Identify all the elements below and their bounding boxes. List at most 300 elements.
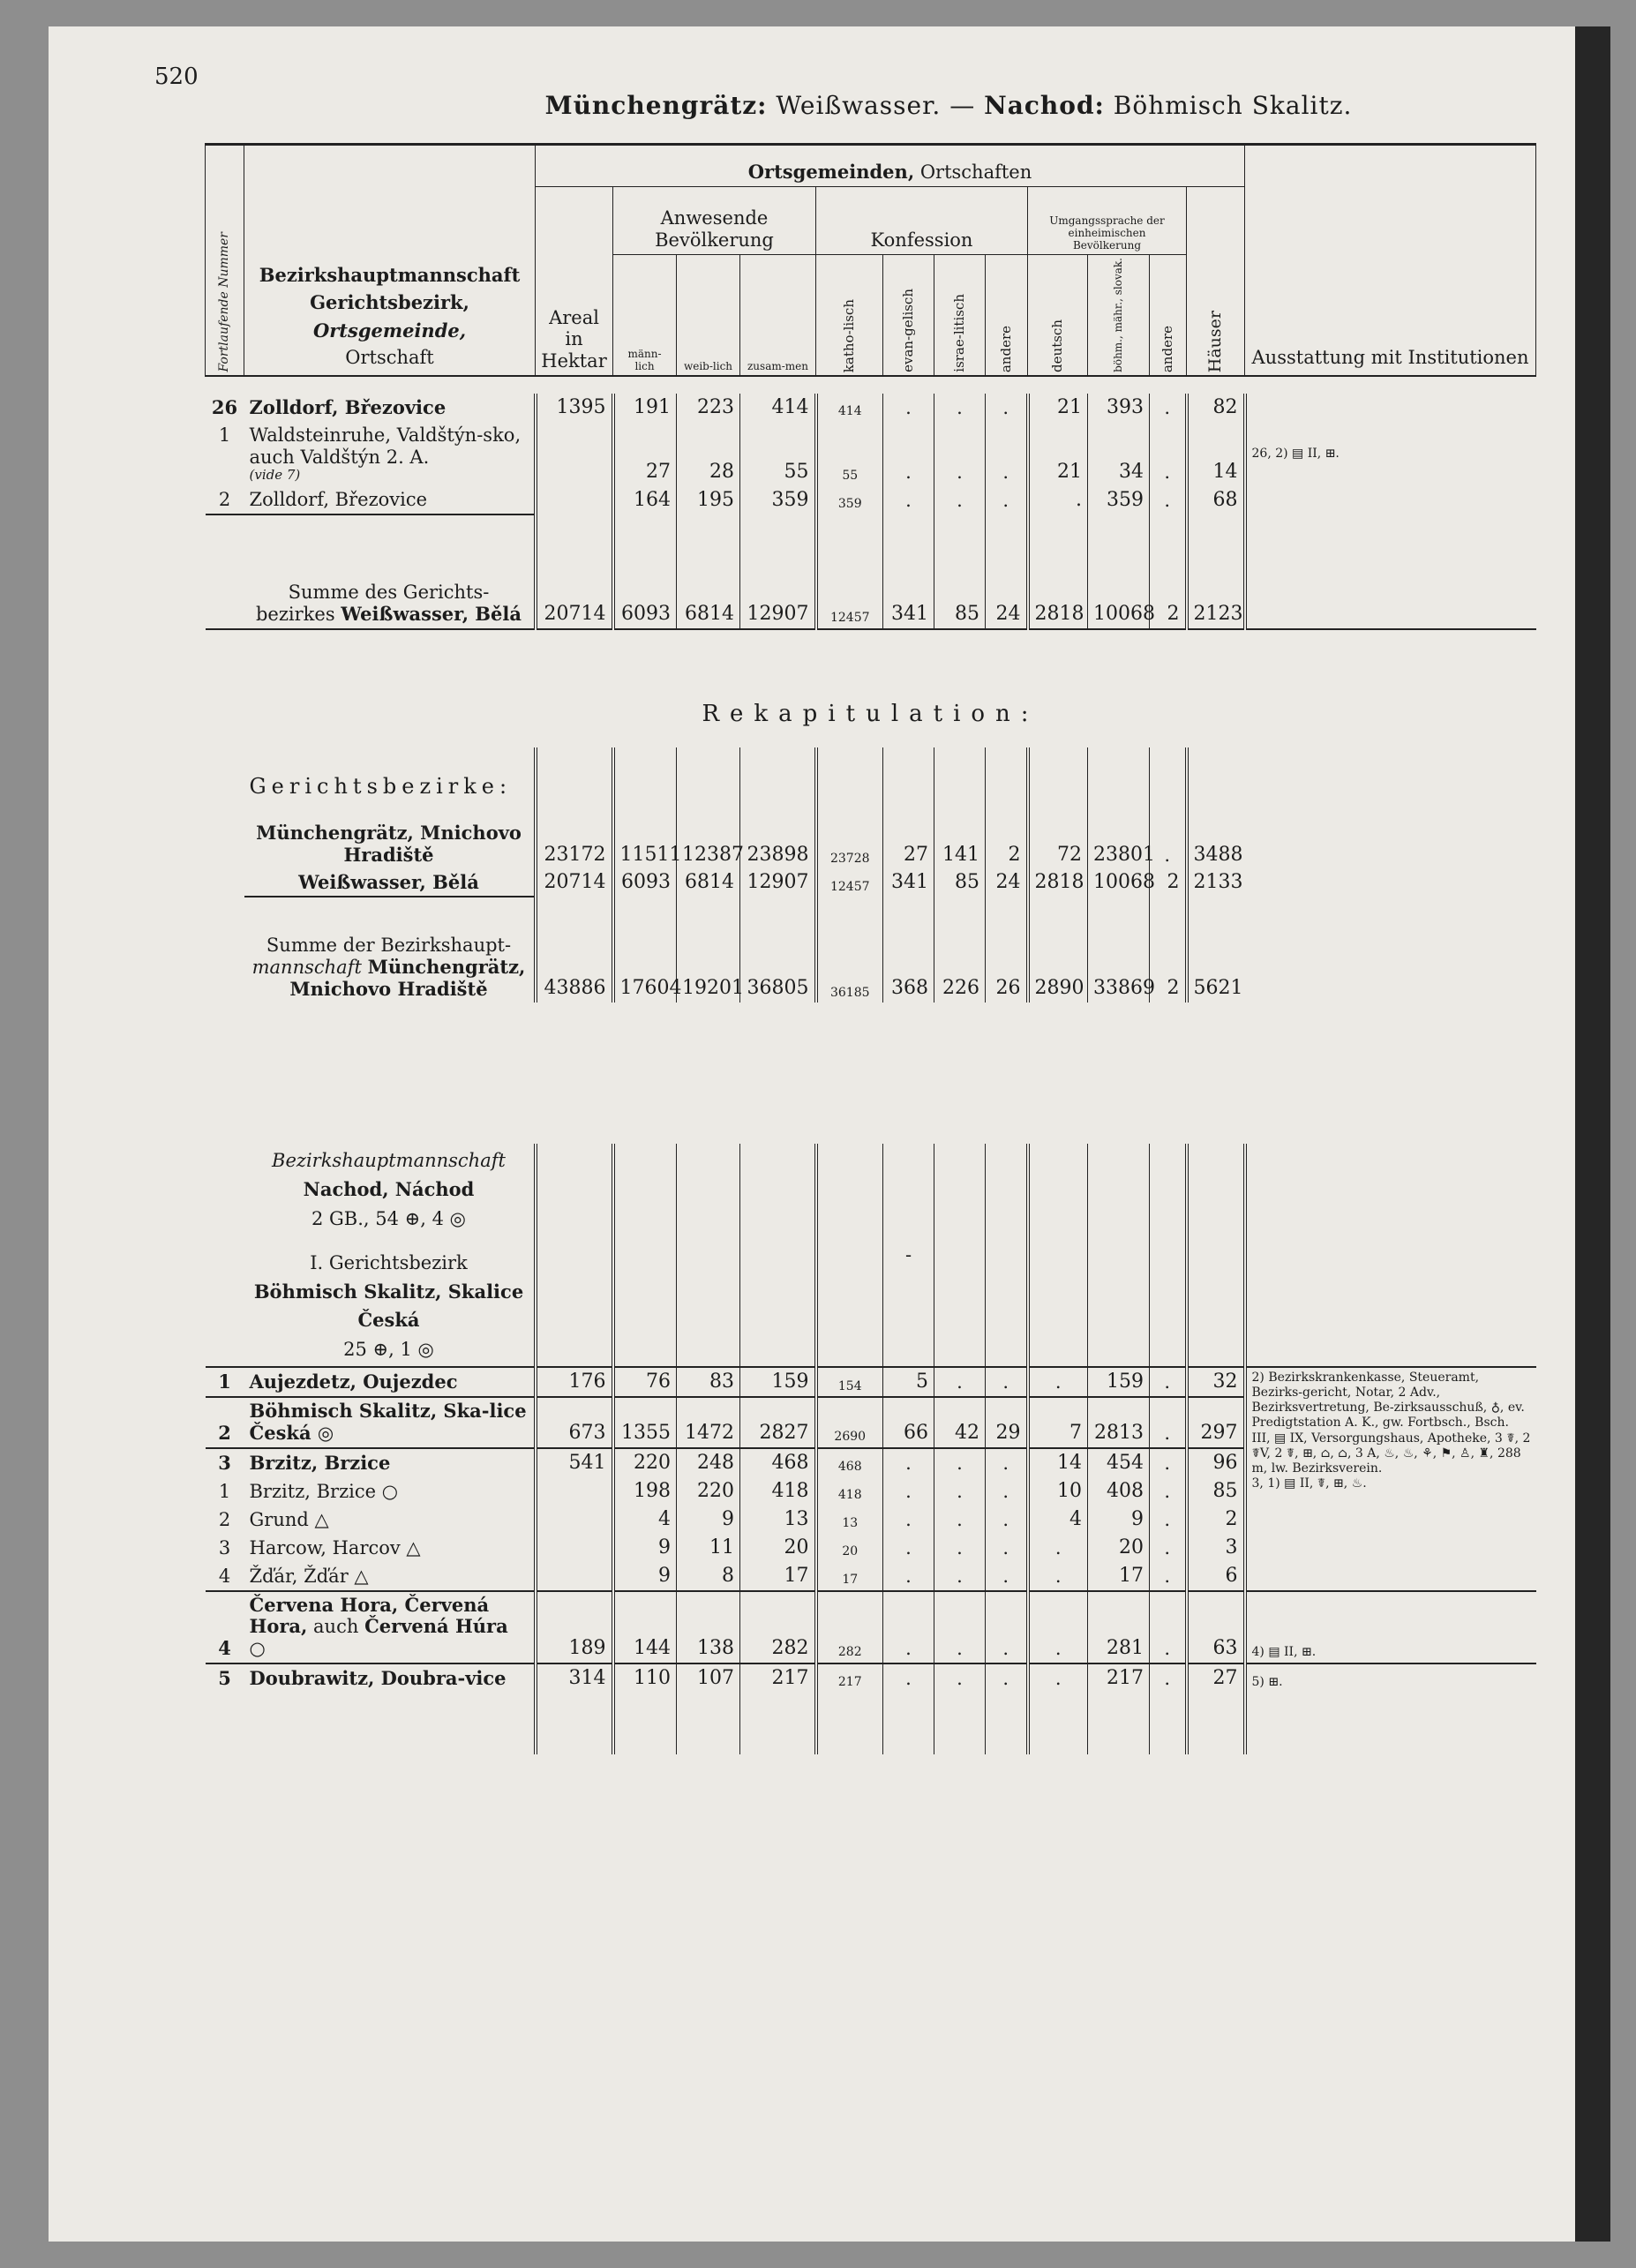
header-maennlich: männ-lich (613, 255, 677, 376)
deutsch-cell (1028, 747, 1088, 820)
recap-sub-row (206, 747, 1536, 820)
andere2-value: . (1150, 422, 1187, 486)
zusammen-value: 468 (740, 1448, 816, 1477)
nachod-l2: Nachod, Náchod (303, 1177, 475, 1200)
areal-value (536, 1534, 613, 1562)
header-andere (986, 255, 1028, 376)
zusammen-value: 282 (740, 1591, 816, 1663)
nachod-g3: 25 ⊕, 1 ◎ (343, 1338, 434, 1360)
evangelisch-value: . (883, 422, 934, 486)
zusammen-value: 20 (740, 1534, 816, 1562)
place-name: Zolldorf, Březovice (249, 396, 447, 419)
zusammen-value: 12907 (740, 514, 816, 629)
table-row (206, 1591, 1536, 1663)
summe-bh-bold: Münchengrätz, Mnichovo Hradiště (289, 955, 526, 1000)
row-number-empty (206, 514, 244, 629)
running-head-part1-bold: Münchengrätz: (544, 91, 768, 120)
ausstattung-cell (1245, 868, 1536, 897)
haeuser-value: 14 (1187, 422, 1245, 486)
areal-cell (536, 1144, 613, 1367)
row-number-empty (206, 897, 244, 1003)
header-boehmisch-text: böhm., mähr., slovak. (1112, 258, 1125, 372)
place-name-bold: Červena Hora, Červená Hora, (249, 1593, 490, 1638)
running-head-part1: Weißwasser. — (776, 91, 976, 120)
haeuser-value: 2 (1187, 1506, 1245, 1534)
place-name-rest: auch (313, 1616, 359, 1638)
evangelisch-value: . (883, 1448, 934, 1477)
row-number: 2 (206, 1397, 244, 1448)
header-deutsch-text: deutsch (1048, 319, 1065, 372)
evangelisch-cell (883, 747, 934, 820)
andere2-value: . (1150, 1562, 1187, 1591)
header-katholisch-text: katho-lisch (840, 298, 857, 372)
areal-value: 314 (536, 1663, 613, 1693)
weiblich-value: 28 (677, 422, 740, 486)
areal-value: 20714 (536, 514, 613, 629)
israelitisch-value: . (934, 486, 986, 514)
place-name: Žďár, Žďár △ (249, 1565, 369, 1587)
zusammen-value: 418 (740, 1477, 816, 1506)
deutsch-value: . (1028, 1591, 1088, 1663)
header-andere2 (1150, 255, 1187, 376)
nachod-header (244, 1144, 536, 1367)
tail-cell (883, 1693, 934, 1754)
deutsch-value: . (1028, 1367, 1088, 1397)
andere-value: 26 (986, 897, 1028, 1003)
weiblich-value: 107 (677, 1663, 740, 1693)
ausstattung-cell (1245, 897, 1536, 1003)
areal-value: 176 (536, 1367, 613, 1397)
tail-cell (244, 1693, 536, 1754)
page-edge-shadow (1575, 26, 1610, 2242)
nachod-g1: I. Gerichtsbezirk (310, 1252, 468, 1274)
andere-value: . (986, 1448, 1028, 1477)
maennlich-value: 191 (613, 394, 677, 422)
recap-row (206, 868, 1536, 897)
maennlich-cell (613, 1144, 677, 1367)
header-bezirk-l1: Bezirkshauptmannschaft (259, 263, 521, 286)
israelitisch-value: 141 (934, 820, 986, 869)
israelitisch-cell (934, 1144, 986, 1367)
header-ortsgemeinden (536, 145, 1245, 187)
boehmisch-value: 454 (1088, 1448, 1150, 1477)
katholisch-value: 2690 (816, 1397, 883, 1448)
evangelisch-value: . (883, 486, 934, 514)
andere2-value: 2 (1150, 868, 1187, 897)
maennlich-value: 76 (613, 1367, 677, 1397)
place-name-bold2: Červená Húra (364, 1615, 508, 1638)
boehmisch-value: 23801 (1088, 820, 1150, 869)
maennlich-value: 198 (613, 1477, 677, 1506)
weiblich-value: 83 (677, 1367, 740, 1397)
weiblich-value: 11 (677, 1534, 740, 1562)
maennlich-value: 17604 (613, 897, 677, 1003)
header-fortlaufende-text: Fortlaufende Nummer (217, 232, 232, 372)
summe-bh-l1: Summe der Bezirkshaupt- (266, 935, 512, 957)
running-head-part2: Böhmisch Skalitz. (1113, 91, 1353, 120)
summe-bh-row (206, 897, 1536, 1003)
areal-value (536, 1562, 613, 1591)
evangelisch-value: 66 (883, 1397, 934, 1448)
deutsch-value: . (1028, 486, 1088, 514)
note-3: 3, 1) ▤ II, ☤, ⊞, ♨. (1251, 1476, 1367, 1491)
table-row (206, 1367, 1536, 1397)
katholisch-value: 414 (816, 394, 883, 422)
table-tail-row (206, 1693, 1536, 1754)
weiblich-value: 138 (677, 1591, 740, 1663)
nachod-g2: Böhmisch Skalitz, Skalice Česká (253, 1280, 524, 1332)
row-number-empty (206, 1144, 244, 1367)
header-bezirk-l3: Ortsgemeinde, (312, 319, 467, 342)
row-number: 4 (206, 1591, 244, 1663)
israelitisch-value: 85 (934, 514, 986, 629)
header-bezirk-l4: Ortschaft (345, 347, 434, 369)
areal-value (536, 1477, 613, 1506)
israelitisch-cell (934, 747, 986, 820)
place-name: Doubrawitz, Doubra-vice (244, 1663, 536, 1693)
deutsch-value: 4 (1028, 1506, 1088, 1534)
evangelisch-value: 341 (883, 868, 934, 897)
haeuser-value: 32 (1187, 1367, 1245, 1397)
recap-name: Münchengrätz, Mnichovo Hradiště (256, 821, 522, 866)
recap-row (206, 820, 1536, 869)
header-boehmisch (1088, 255, 1150, 376)
andere-value: 29 (986, 1397, 1028, 1448)
andere-value: . (986, 422, 1028, 486)
tail-cell (206, 1693, 244, 1754)
katholisch-value: 20 (816, 1534, 883, 1562)
boehmisch-value: 159 (1088, 1367, 1150, 1397)
israelitisch-value: . (934, 1367, 986, 1397)
row-number: 3 (206, 1448, 244, 1477)
recap-name: Weißwasser, Bělá (244, 868, 536, 897)
summe-bh-label (244, 897, 536, 1003)
deutsch-value: 72 (1028, 820, 1088, 869)
boehmisch-value: 393 (1088, 394, 1150, 422)
israelitisch-value: . (934, 422, 986, 486)
deutsch-value: 7 (1028, 1397, 1088, 1448)
andere-value: 24 (986, 868, 1028, 897)
header-haeuser (1187, 187, 1245, 376)
place-name (244, 422, 536, 486)
zusammen-value: 23898 (740, 820, 816, 869)
place-name: Zolldorf, Březovice (244, 486, 536, 514)
summe-weisswasser-bold: Weißwasser, Bělá (341, 603, 522, 626)
table-row (206, 394, 1536, 422)
place-name-rest2: ○ (249, 1638, 266, 1660)
place-name: Brzitz, Brzice (244, 1448, 536, 1477)
andere-value: . (986, 1367, 1028, 1397)
andere2-value: . (1150, 1591, 1187, 1663)
andere-value: . (986, 1663, 1028, 1693)
weiblich-value: 6814 (677, 868, 740, 897)
evangelisch-value: . (883, 394, 934, 422)
maennlich-value: 11511 (613, 820, 677, 869)
ausstattung-note: 26, 2) ▤ II, ⊞. (1245, 422, 1536, 486)
katholisch-cell (816, 747, 883, 820)
row-number: 5 (206, 1663, 244, 1693)
maennlich-value: 110 (613, 1663, 677, 1693)
header-fortlaufende (206, 145, 244, 376)
weiblich-value: 12387 (677, 820, 740, 869)
tail-cell (677, 1693, 740, 1754)
ausstattung-cell (1245, 486, 1536, 514)
table-row (206, 486, 1536, 514)
evangelisch-value: 368 (883, 897, 934, 1003)
deutsch-value: 2818 (1028, 514, 1088, 629)
boehmisch-value: 17 (1088, 1562, 1150, 1591)
areal-value: 673 (536, 1397, 613, 1448)
header-haeuser-text: Häuser (1205, 310, 1226, 372)
row-number: 1 (206, 1367, 244, 1397)
andere2-value: . (1150, 1448, 1187, 1477)
maennlich-value: 6093 (613, 868, 677, 897)
areal-value (536, 422, 613, 486)
andere2-value: . (1150, 1477, 1187, 1506)
weiblich-value: 19201 (677, 897, 740, 1003)
zusammen-value: 414 (740, 394, 816, 422)
haeuser-value: 6 (1187, 1562, 1245, 1591)
boehmisch-value: 408 (1088, 1477, 1150, 1506)
zusammen-value: 12907 (740, 868, 816, 897)
andere-value: . (986, 1591, 1028, 1663)
recap-title-row (206, 629, 1536, 747)
boehmisch-value: 10068 (1088, 514, 1150, 629)
areal-value: 541 (536, 1448, 613, 1477)
andere2-value: 2 (1150, 514, 1187, 629)
tail-cell (1028, 1693, 1088, 1754)
evangelisch-value: . (883, 1477, 934, 1506)
andere2-value: . (1150, 1367, 1187, 1397)
note-2: 2) Bezirkskrankenkasse, Steueramt, Bezirks-gericht, Notar, 2 Adv., Bezirksvertretung, Be-zirksausschuß, ♁, ev. Predigtstation A. K., gw. Fortbsch., Bsch. III, ▤ IX, Versorgungshaus, Apotheke, 3 ☤, 2 ☤V, 2 ☤, ⊞, ⌂, ⌂, 3 A, ♨, ♨, ⚘, ⚑, ♙, ♜, 288 m, lw. Bezirksverein. (1251, 1371, 1531, 1476)
katholisch-value: 12457 (816, 514, 883, 629)
summe-bh-l2: mannschaft (251, 956, 362, 978)
andere-value: 2 (986, 820, 1028, 869)
maennlich-value: 9 (613, 1534, 677, 1562)
table-row (206, 422, 1536, 486)
weiblich-value: 8 (677, 1562, 740, 1591)
place-name: Grund △ (249, 1508, 329, 1530)
header-evangelisch-text: evan-gelisch (899, 288, 916, 372)
deutsch-value: 2890 (1028, 897, 1088, 1003)
deutsch-value: . (1028, 1534, 1088, 1562)
tail-cell (613, 1693, 677, 1754)
row-number-empty (206, 747, 244, 820)
row-number: 4 (218, 1565, 231, 1587)
evangelisch-value: . (883, 1534, 934, 1562)
nachod-header-row (206, 1144, 1536, 1367)
katholisch-value: 12457 (816, 868, 883, 897)
tail-cell (1245, 1693, 1536, 1754)
evangelisch-value: 5 (883, 1367, 934, 1397)
andere2-value: . (1150, 486, 1187, 514)
israelitisch-value: . (934, 1663, 986, 1693)
andere-value: . (986, 394, 1028, 422)
weiblich-value: 248 (677, 1448, 740, 1477)
haeuser-value: 2133 (1187, 868, 1245, 897)
evangelisch-value: . (883, 1591, 934, 1663)
header-katholisch (816, 255, 883, 376)
katholisch-value: 359 (816, 486, 883, 514)
running-head-part2-bold: Nachod: (984, 91, 1105, 120)
boehmisch-value: 10068 (1088, 868, 1150, 897)
zusammen-value: 17 (740, 1562, 816, 1591)
areal-value (536, 1506, 613, 1534)
maennlich-value: 164 (613, 486, 677, 514)
row-number: 1 (218, 1480, 231, 1502)
andere2-value: . (1150, 1534, 1187, 1562)
andere-value: 24 (986, 514, 1028, 629)
place-name-note: (vide 7) (249, 467, 301, 484)
evangelisch-value: 27 (883, 820, 934, 869)
row-number: 3 (218, 1536, 231, 1558)
andere-value: . (986, 1477, 1028, 1506)
summe-weisswasser-row (206, 514, 1536, 629)
row-number-empty (206, 868, 244, 897)
katholisch-value: 55 (816, 422, 883, 486)
header-konfession: Konfession (816, 187, 1028, 255)
place-name: Brzitz, Brzice ○ (249, 1480, 399, 1502)
katholisch-value: 282 (816, 1591, 883, 1663)
tail-cell (1088, 1693, 1150, 1754)
andere-value: . (986, 1534, 1028, 1562)
areal-value: 23172 (536, 820, 613, 869)
header-umgangssprache: Umgangssprache der einheimischen Bevölkerung (1028, 187, 1187, 255)
haeuser-value: 5621 (1187, 897, 1245, 1003)
israelitisch-value: . (934, 1534, 986, 1562)
maennlich-value: 1355 (613, 1397, 677, 1448)
katholisch-value: 13 (816, 1506, 883, 1534)
maennlich-value: 27 (613, 422, 677, 486)
deutsch-value: 21 (1028, 422, 1088, 486)
header-ortsgemeinden-bold: Ortsgemeinden, (747, 161, 915, 184)
weiblich-value: 1472 (677, 1397, 740, 1448)
andere-cell (986, 747, 1028, 820)
areal-value: 1395 (536, 394, 613, 422)
weiblich-value: 223 (677, 394, 740, 422)
deutsch-value: . (1028, 1562, 1088, 1591)
place-name-text: Waldsteinruhe, Valdštýn-sko, auch Valdštýn 2. A. (249, 424, 522, 468)
haeuser-value: 27 (1187, 1663, 1245, 1693)
weiblich-value: 195 (677, 486, 740, 514)
table-row (206, 1663, 1536, 1693)
nachod-l1: Bezirkshauptmannschaft (272, 1150, 506, 1172)
maennlich-value: 220 (613, 1448, 677, 1477)
header-bezirk-l2: Gerichtsbezirk, (310, 291, 469, 314)
andere2-value: . (1150, 1397, 1187, 1448)
recap-title: Rekapitulation: (206, 629, 1536, 747)
haeuser-value: 82 (1187, 394, 1245, 422)
deutsch-value: 10 (1028, 1477, 1088, 1506)
andere2-value: . (1150, 394, 1187, 422)
header-andere-text: andere (997, 325, 1014, 372)
row-number: 1 (218, 424, 231, 446)
katholisch-value: 217 (816, 1663, 883, 1693)
nachod-spacer (250, 1233, 529, 1249)
israelitisch-value: . (934, 1477, 986, 1506)
summe-weisswasser-label (244, 514, 536, 629)
andere2-value: . (1150, 1663, 1187, 1693)
israelitisch-value: 226 (934, 897, 986, 1003)
andere-value: . (986, 486, 1028, 514)
page-number: 520 (154, 64, 199, 90)
tail-cell (986, 1693, 1028, 1754)
tail-cell (934, 1693, 986, 1754)
zusammen-value: 217 (740, 1663, 816, 1693)
evangelisch-value: . (883, 1663, 934, 1693)
nachod-l3: 2 GB., 54 ⊕, 4 ◎ (311, 1207, 466, 1229)
boehmisch-value: 34 (1088, 422, 1150, 486)
header-israelitisch-text: israe-litisch (950, 294, 967, 372)
header-ortsgemeinden-rest: Ortschaften (919, 161, 1032, 184)
israelitisch-value: 42 (934, 1397, 986, 1448)
ausstattung-cell (1245, 747, 1536, 820)
haeuser-value: 297 (1187, 1397, 1245, 1448)
place-name: Harcow, Harcov △ (249, 1536, 421, 1558)
boehmisch-value: 9 (1088, 1506, 1150, 1534)
weiblich-cell (677, 1144, 740, 1367)
weiblich-value: 220 (677, 1477, 740, 1506)
deutsch-value: . (1028, 1663, 1088, 1693)
haeuser-cell (1187, 1144, 1245, 1367)
nachod-dash: - (883, 1144, 934, 1367)
katholisch-value: 154 (816, 1367, 883, 1397)
israelitisch-value: . (934, 394, 986, 422)
zusammen-value: 13 (740, 1506, 816, 1534)
place-name: Böhmisch Skalitz, Ska-lice Česká ◎ (244, 1397, 536, 1448)
zusammen-value: 159 (740, 1367, 816, 1397)
boehmisch-value: 217 (1088, 1663, 1150, 1693)
gap-cell (206, 1003, 1536, 1144)
boehmisch-value: 20 (1088, 1534, 1150, 1562)
andere2-value: 2 (1150, 897, 1187, 1003)
maennlich-value: 144 (613, 1591, 677, 1663)
katholisch-value: 468 (816, 1448, 883, 1477)
haeuser-value: 96 (1187, 1448, 1245, 1477)
header-ausstattung: Ausstattung mit Institutionen (1245, 145, 1536, 376)
katholisch-value: 36185 (816, 897, 883, 1003)
israelitisch-value: 85 (934, 868, 986, 897)
andere2-cell (1150, 1144, 1187, 1367)
row-number-empty (206, 820, 244, 869)
gap-row (206, 1003, 1536, 1144)
maennlich-cell (613, 747, 677, 820)
header-andere2-text: andere (1159, 325, 1175, 372)
weiblich-cell (677, 747, 740, 820)
ausstattung-note-4: 4) ▤ II, ⊞. (1245, 1591, 1536, 1663)
ausstattung-cell (1245, 514, 1536, 629)
boehmisch-cell (1088, 1144, 1150, 1367)
deutsch-value: 14 (1028, 1448, 1088, 1477)
tail-cell (1150, 1693, 1187, 1754)
boehmisch-cell (1088, 747, 1150, 820)
ausstattung-cell (1245, 1144, 1536, 1367)
haeuser-value: 2123 (1187, 514, 1245, 629)
andere2-cell (1150, 747, 1187, 820)
areal-value: 20714 (536, 868, 613, 897)
header-israelitisch (934, 255, 986, 376)
summe-weisswasser-l1: Summe des Gerichts- (288, 582, 490, 604)
andere2-value: . (1150, 1506, 1187, 1534)
header-anwesende: Anwesende Bevölkerung (613, 187, 816, 255)
header-zusammen: zusam-men (740, 255, 816, 376)
israelitisch-value: . (934, 1591, 986, 1663)
haeuser-value: 63 (1187, 1591, 1245, 1663)
zusammen-value: 36805 (740, 897, 816, 1003)
areal-cell (536, 747, 613, 820)
boehmisch-value: 2813 (1088, 1397, 1150, 1448)
haeuser-cell (1187, 747, 1245, 820)
